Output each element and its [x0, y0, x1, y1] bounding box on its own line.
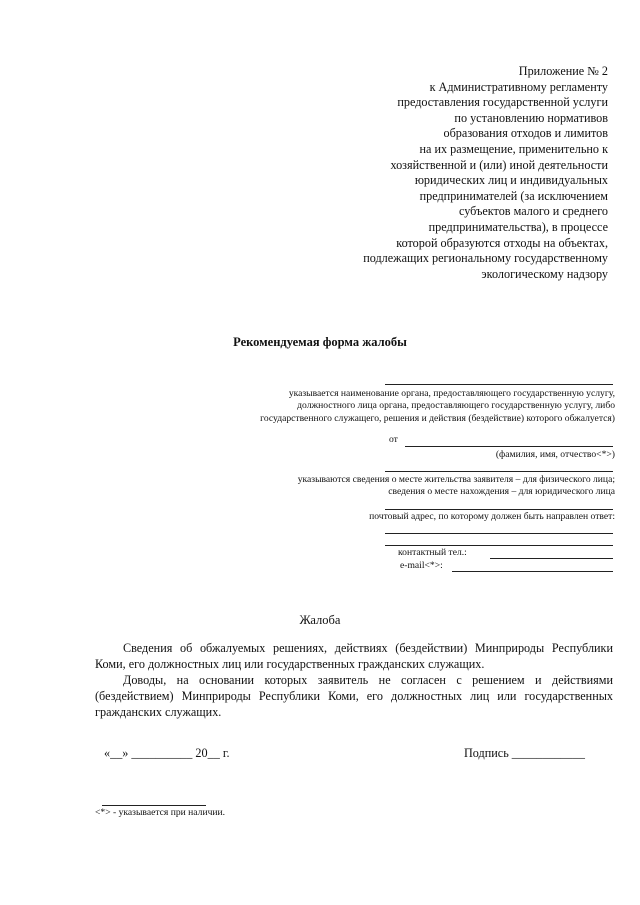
authority-caption — [260, 388, 615, 425]
appendix-line: образования отходов и лимитов — [443, 126, 608, 141]
appendix-line: которой образуются отходы на объектах, — [396, 235, 608, 250]
complaint-heading: Жалоба — [299, 613, 341, 627]
residence-caption-line: сведения о месте нахождения – для юридического лица — [388, 486, 615, 498]
appendix-line: предпринимателей (за исключением — [419, 188, 608, 203]
from-label: от — [389, 434, 398, 445]
email-blank-line — [452, 571, 613, 572]
appendix-line: юридических лиц и индивидуальных — [414, 173, 608, 188]
authority-caption-line: указывается наименование органа, предоставляющего государственную услугу, — [288, 388, 615, 399]
appendix-line: экологическому надзору — [481, 266, 608, 281]
phone-label: контактный тел.: — [398, 547, 467, 558]
postal-blank-line — [385, 509, 613, 510]
appendix-line: подлежащих региональному государственному — [363, 251, 608, 266]
footnote-rule — [102, 805, 206, 806]
postal-answer-line — [385, 545, 613, 546]
appendix-line: субъектов малого и среднего — [458, 204, 608, 219]
appendix-line: предпринимательства), в процессе — [428, 219, 608, 234]
postal-answer-line — [385, 533, 613, 534]
appendix-line: по установлению нормативов — [454, 110, 608, 125]
signature-field: Подпись ____________ — [464, 746, 585, 760]
appendix-line: предоставления государственной услуги — [397, 95, 608, 110]
appendix-block — [268, 64, 608, 282]
email-label: e-mail<*>: — [400, 560, 443, 571]
appendix-line: к Административному регламенту — [429, 79, 608, 94]
authority-blank-line — [385, 384, 613, 385]
date-field: «__» __________ 20__ г. — [104, 746, 230, 760]
residence-blank-line — [385, 471, 613, 472]
appendix-line: хозяйственной и (или) иной деятельности — [390, 157, 608, 172]
appendix-line: Приложение № 2 — [518, 64, 608, 78]
from-blank-line — [405, 446, 613, 447]
complaint-paragraph-2: Доводы, на основании которых заявитель не согласен с решением и действиями (бездействием) Минприроды Республики Коми, его должностных лиц или государственных гражданских служащих. — [95, 673, 613, 720]
footnote-text: <*> - указывается при наличии. — [95, 807, 226, 818]
form-title: Рекомендуемая форма жалобы — [233, 335, 407, 349]
appendix-line: на их размещение, применительно к — [419, 141, 608, 156]
fio-caption: (фамилия, имя, отчество<*>) — [495, 449, 615, 460]
authority-caption-line: должностного лица органа, предоставляющего государственную услугу, либо — [297, 400, 615, 412]
phone-blank-line — [490, 558, 613, 559]
residence-caption-line: указываются сведения о месте жительства заявителя – для физического лица; — [297, 474, 615, 485]
postal-caption: почтовый адрес, по которому должен быть направлен ответ: — [369, 511, 615, 522]
residence-caption — [298, 474, 615, 499]
authority-caption-line: государственного служащего, решения и действия (бездействие) которого обжалуется) — [260, 412, 615, 424]
complaint-paragraph-1: Сведения об обжалуемых решениях, действиях (бездействии) Минприроды Республики Коми, его должностных лиц или государственных гражданских служащих. — [95, 641, 613, 672]
